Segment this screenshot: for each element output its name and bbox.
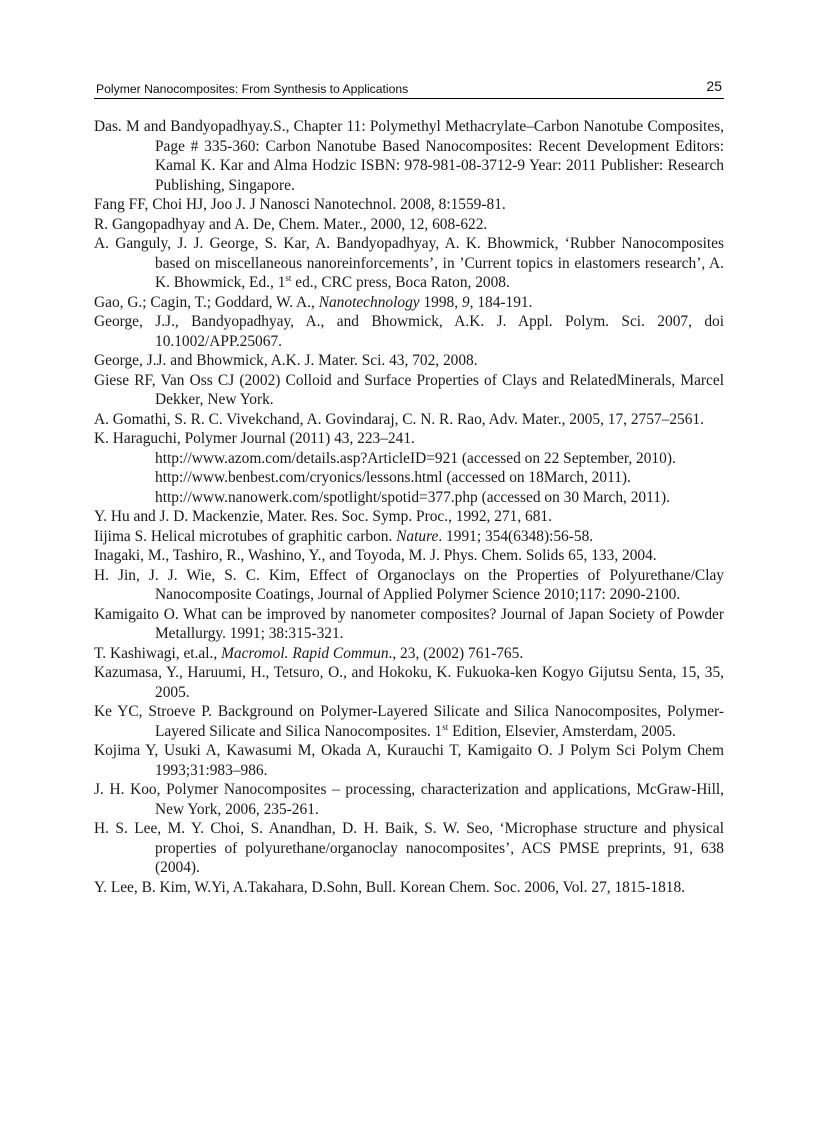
reference-entry — [94, 741, 724, 780]
reference-entry — [94, 527, 724, 547]
reference-text: ed., CRC press, Boca Raton, 2008. — [291, 274, 510, 291]
reference-text: J. H. Koo, Polymer Nanocomposites – processing, characterization and applications, McGraw-Hill, New York, 2006, 235-261. — [94, 781, 724, 818]
reference-entry — [94, 546, 724, 566]
reference-entry — [94, 780, 724, 819]
reference-entry — [94, 371, 724, 410]
reference-url-entry — [94, 488, 724, 508]
reference-text: K. Haraguchi, Polymer Journal (2011) 43, 223–241. — [94, 430, 415, 447]
reference-text: Edition, Elsevier, Amsterdam, 2005. — [448, 722, 676, 740]
reference-text: A. Gomathi, S. R. C. Vivekchand, A. Govindaraj, C. N. R. Rao, Adv. Mater., 2005, 17, 2757–2561. — [94, 410, 704, 428]
reference-entry — [94, 878, 724, 898]
italic-text: Nature — [396, 527, 439, 545]
reference-text: A. Ganguly, J. J. George, S. Kar, A. Bandyopadhyay, A. K. Bhowmick, ‘Rubber Nanocomposites based on miscellaneous nanoreinforcements’, in ’Current topics in elastomers research’, A. K. Bhowmick, Ed., 1 — [94, 235, 724, 291]
reference-text: http://www.nanowerk.com/spotlight/spotid=377.php (accessed on 30 March, 2011). — [155, 488, 670, 506]
italic-text: Nanotechnology — [318, 293, 420, 311]
reference-entry — [94, 507, 724, 527]
reference-text: Kamigaito O. What can be improved by nanometer composites? Journal of Japan Society of Powder Metallurgy. 1991; 38:315-321. — [94, 605, 724, 642]
reference-text: , 184-191. — [469, 293, 533, 311]
superscript: st — [285, 272, 292, 283]
reference-entry — [94, 429, 724, 449]
reference-text: Das. M and Bandyopadhyay.S., Chapter 11: Polymethyl Methacrylate–Carbon Nanotube Composites, Page # 335-360: Carbon Nanotube Based Nanocomposites: Recent Development Editors: Kamal K. Kar and Alma Hodzic ISBN: 978-981-08-3712-9 Year: 2011 Publisher: Research Publishing, Singapore. — [94, 118, 724, 194]
reference-text: Inagaki, M., Tashiro, R., Washino, Y., and Toyoda, M. J. Phys. Chem. Solids 65, 133, 2004. — [94, 547, 657, 564]
reference-entry — [94, 117, 724, 195]
reference-text: George, J.J. and Bhowmick, A.K. J. Mater. Sci. 43, 702, 2008. — [94, 352, 478, 369]
italic-text: Macromol. Rapid Commun — [221, 644, 389, 662]
reference-text: Gao, G.; Cagin, T.; Goddard, W. A., — [94, 293, 319, 311]
reference-text: Y. Lee, B. Kim, W.Yi, A.Takahara, D.Sohn, Bull. Korean Chem. Soc. 2006, Vol. 27, 1815-1818. — [94, 878, 686, 896]
reference-entry — [94, 234, 724, 293]
reference-text: Fang FF, Choi HJ, Joo J. J Nanosci Nanotechnol. 2008, 8:1559-81. — [94, 196, 506, 213]
reference-text: Giese RF, Van Oss CJ (2002) Colloid and Surface Properties of Clays and RelatedMinerals, Marcel Dekker, New York. — [94, 371, 724, 408]
reference-text: H. S. Lee, M. Y. Choi, S. Anandhan, D. H. Baik, S. W. Seo, ‘Microphase structure and physical properties of polyurethane/organoclay nanocomposites’, ACS PMSE preprints, 91, 638 (2004). — [94, 820, 724, 876]
reference-entry — [94, 293, 724, 313]
reference-entry — [94, 215, 724, 235]
reference-entry — [94, 410, 724, 430]
header-title: Polymer Nanocomposites: From Synthesis to Applications — [96, 82, 409, 96]
reference-text: http://www.benbest.com/cryonics/lessons.html (accessed on 18March, 2011). — [155, 469, 631, 486]
reference-entry — [94, 195, 724, 215]
reference-entry — [94, 644, 724, 664]
italic-text: 9 — [461, 293, 470, 311]
reference-text: Y. Hu and J. D. Mackenzie, Mater. Res. Soc. Symp. Proc., 1992, 271, 681. — [94, 508, 552, 525]
reference-entry — [94, 566, 724, 605]
reference-text: Ke YC, Stroeve P. Background on Polymer-Layered Silicate and Silica Nanocomposites, Polymer-Layered Silicate and Silica Nanocomposites. 1 — [94, 703, 724, 740]
reference-entry — [94, 702, 724, 741]
reference-text: http://www.azom.com/details.asp?ArticleID=921 (accessed on 22 September, 2010). — [155, 449, 676, 467]
reference-text: Kojima Y, Usuki A, Kawasumi M, Okada A, Kurauchi T, Kamigaito O. J Polym Sci Polym Chem 1993;31:983–986. — [94, 742, 724, 779]
reference-text: Iijima S. Helical microtubes of graphitic carbon. — [94, 527, 397, 545]
reference-text: H. Jin, J. J. Wie, S. C. Kim, Effect of Organoclays on the Properties of Polyurethane/Clay Nanocomposite Coatings, Journal of Applied Polymer Science 2010;117: 2090-2100. — [94, 566, 724, 603]
reference-text: R. Gangopadhyay and A. De, Chem. Mater., 2000, 12, 608-622. — [94, 215, 488, 233]
reference-text: George, J.J., Bandyopadhyay, A., and Bhowmick, A.K. J. Appl. Polym. Sci. 2007, doi 10.1002/APP.25067. — [94, 313, 724, 350]
reference-entry — [94, 312, 724, 351]
superscript: st — [442, 721, 449, 732]
reference-text: ., 23, (2002) 761-765. — [388, 644, 524, 662]
reference-entry — [94, 605, 724, 644]
reference-url-entry — [94, 468, 724, 488]
reference-url-entry — [94, 449, 724, 469]
reference-entry — [94, 819, 724, 878]
reference-text: Kazumasa, Y., Haruumi, H., Tetsuro, O., and Hokoku, K. Fukuoka-ken Kogyo Gijutsu Senta, 15, 35, 2005. — [94, 664, 724, 701]
reference-list — [94, 117, 724, 897]
reference-text: 1998, — [419, 293, 462, 311]
reference-entry — [94, 663, 724, 702]
running-header — [94, 78, 724, 99]
page-number: 25 — [706, 78, 722, 94]
reference-entry — [94, 351, 724, 371]
reference-text: T. Kashiwagi, et.al., — [94, 644, 222, 662]
reference-text: . 1991; 354(6348):56-58. — [438, 527, 594, 545]
